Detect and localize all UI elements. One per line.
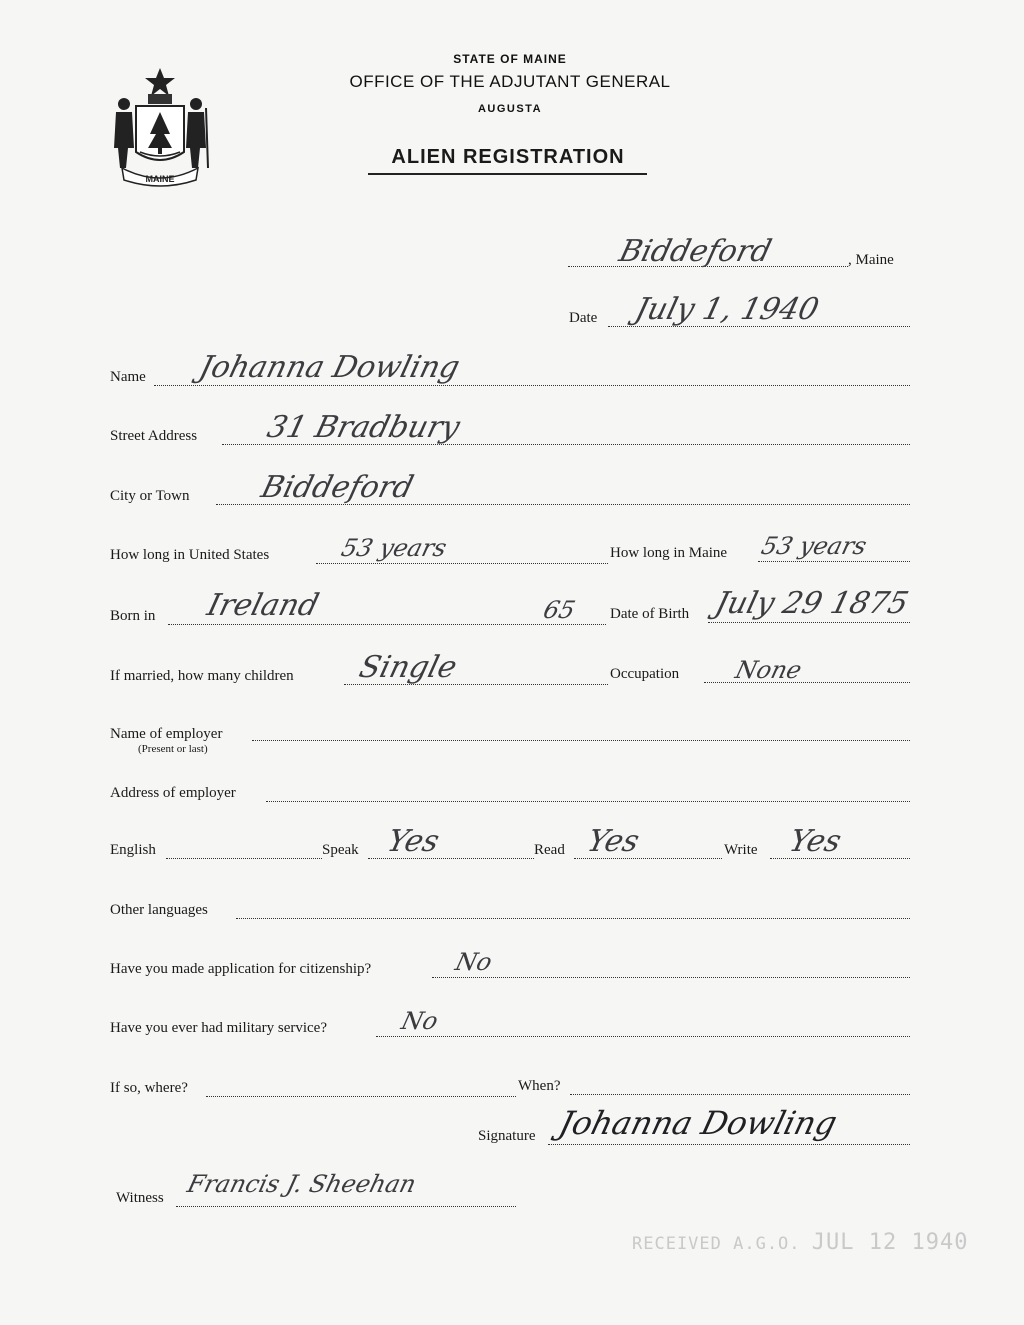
dob-value: July 29 1875 [711,586,912,621]
city-label: City or Town [110,488,190,504]
occupation-label: Occupation [610,666,680,682]
town-label: , Maine [848,252,894,268]
age-value: 65 [540,596,579,624]
form-title: ALIEN REGISTRATION [391,146,625,168]
english-line [166,858,322,859]
how-long-us-line [316,563,608,564]
date-label: Date [569,310,598,326]
employer-sublabel: (Present or last) [138,743,208,755]
citizenship-line [432,977,910,978]
witness-value: Francis J. Sheehan [184,1170,419,1198]
name-label: Name [110,369,146,385]
born-in-label: Born in [110,608,156,624]
header-city: AUGUSTA [477,103,543,115]
born-in-line [168,624,606,625]
when-label: When? [518,1078,561,1094]
seal-motto: MAINE [145,174,175,184]
military-line [376,1036,910,1037]
street-label: Street Address [110,428,198,444]
maine-state-seal-icon [108,64,212,188]
header-state: STATE OF MAINE [453,52,567,66]
name-value: Johanna Dowling [195,350,464,385]
street-value: 31 Bradbury [263,410,464,445]
read-value: Yes [583,824,643,859]
date-value: July 1, 1940 [631,292,823,327]
header-office: OFFICE OF THE ADJUTANT GENERAL [349,72,671,91]
employer-address-label: Address of employer [110,785,236,801]
how-long-us-label: How long in United States [110,547,270,563]
where-line [206,1096,516,1097]
stamp-date: JUL 12 1940 [811,1230,969,1255]
when-line [570,1094,910,1095]
employer-address-line [266,801,910,802]
speak-value: Yes [383,824,443,859]
town-value: Biddeford [615,234,775,269]
signature-line [548,1144,910,1145]
other-languages-line [236,918,910,919]
write-value: Yes [785,824,845,859]
military-value: No [398,1007,441,1035]
title-underline [368,173,647,175]
citizenship-label: Have you made application for citizenship? [110,961,372,977]
witness-line [176,1206,516,1207]
how-long-maine-value: 53 years [758,532,870,560]
how-long-maine-line [758,561,910,562]
children-label: If married, how many children [110,668,294,684]
children-value: Single [355,650,461,685]
city-value: Biddeford [257,470,417,505]
occupation-value: None [732,656,805,684]
born-in-value: Ireland [203,588,323,623]
how-long-maine-label: How long in Maine [610,545,728,561]
other-languages-label: Other languages [110,902,208,918]
where-label: If so, where? [110,1080,188,1096]
stamp-received: RECEIVED A.G.O. [632,1234,801,1254]
military-label: Have you ever had military service? [110,1020,327,1036]
speak-label: Speak [322,842,359,858]
dob-label: Date of Birth [610,606,690,622]
employer-line [252,740,910,741]
english-label: English [110,842,156,858]
received-stamp [632,1230,968,1255]
employer-label: Name of employer [110,726,223,742]
signature-label: Signature [478,1128,536,1144]
write-label: Write [724,842,758,858]
name-line [154,385,910,386]
how-long-us-value: 53 years [338,534,450,562]
signature-value: Johanna Dowling [555,1104,841,1142]
read-label: Read [534,842,565,858]
witness-label: Witness [116,1190,164,1206]
citizenship-value: No [452,948,495,976]
dob-line [708,622,910,623]
